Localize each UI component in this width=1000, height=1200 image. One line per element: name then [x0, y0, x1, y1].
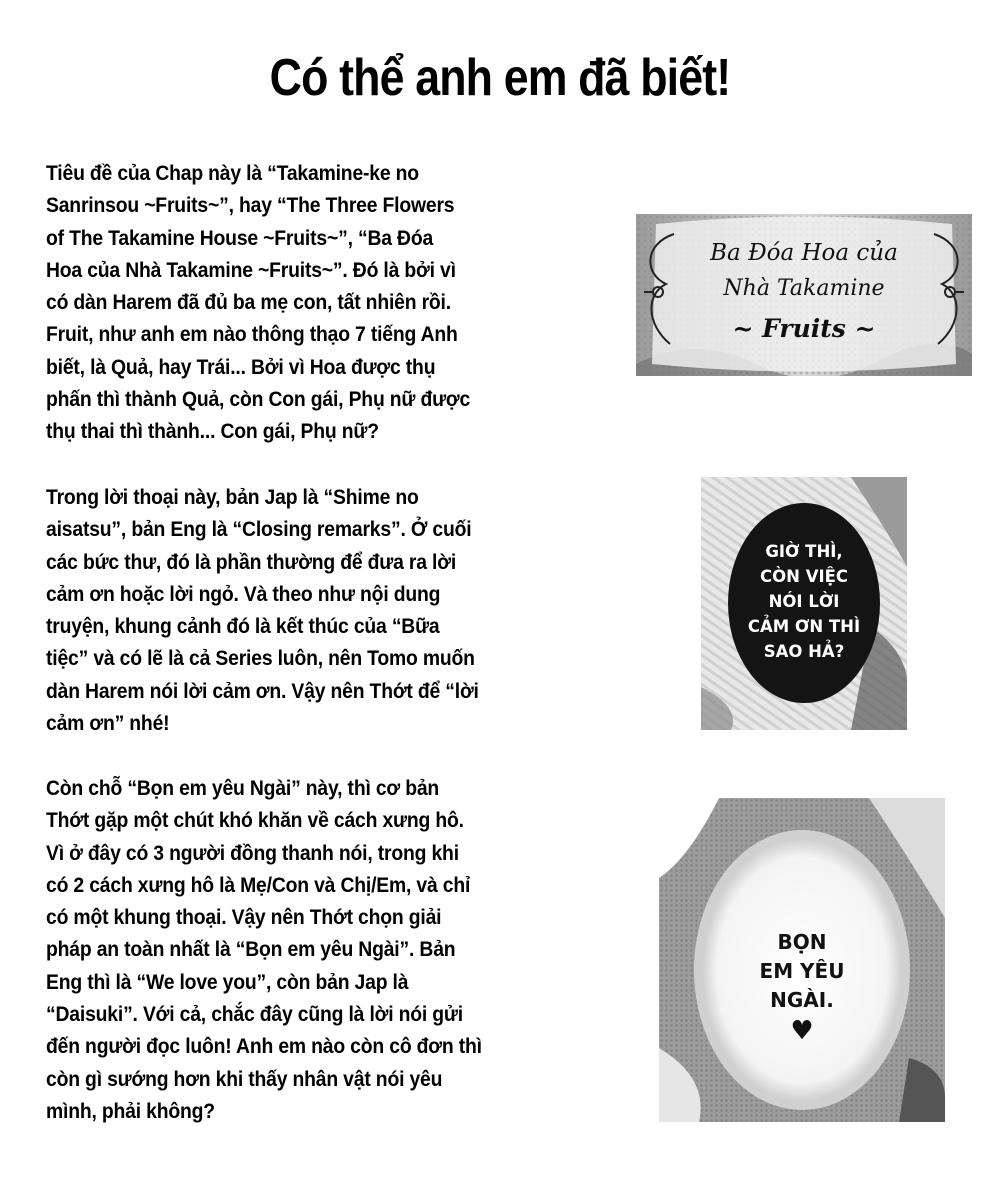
paragraph-line: Hoa của Nhà Takamine ~Fruits~”. Đó là bởi vì	[46, 257, 456, 282]
paragraph-line: “Daisuki”. Với cả, chắc đây cũng là lời nói gửi	[46, 1002, 463, 1027]
paragraph-chapter-title	[46, 157, 577, 448]
heart-icon: ♥	[790, 1016, 814, 1046]
paragraph-line: Thớt gặp một chút khó khăn về cách xưng hô.	[46, 808, 464, 833]
bubble-line: CÒN VIỆC	[760, 567, 848, 586]
bubble-line: GIỜ THÌ,	[765, 542, 843, 561]
paragraph-line: Còn chỗ “Bọn em yêu Ngài” này, thì cơ bản	[46, 776, 440, 800]
manga-panel-title-card	[636, 214, 972, 376]
paragraph-line: mình, phải không?	[46, 1098, 215, 1123]
paragraph-line: thụ thai thì thành... Con gái, Phụ nữ?	[46, 419, 379, 444]
paragraph-line: còn gì sướng hơn khi thấy nhân vật nói yêu	[46, 1066, 443, 1091]
paragraph-line: có dàn Harem đã đủ ba mẹ con, tất nhiên rồi.	[46, 290, 451, 315]
paragraph-closing-remarks	[46, 481, 577, 739]
paragraph-we-love-you	[46, 772, 577, 1127]
paragraph-line: pháp an toàn nhất là “Bọn em yêu Ngài”. Bản	[46, 937, 456, 962]
paragraph-line: các bức thư, đó là phần thường để đưa ra lời	[46, 549, 457, 574]
bubble-line: CẢM ƠN THÌ	[747, 617, 861, 636]
paragraph-line: Eng thì là “We love you”, còn bản Jap là	[46, 969, 409, 994]
paragraph-line: cảm ơn” nhé!	[46, 711, 170, 736]
title-card-line-2: Nhà Takamine	[723, 276, 885, 301]
paragraph-line: truyện, khung cảnh đó là kết thúc của “Bữa	[46, 614, 440, 639]
paragraph-line: Vì ở đây có 3 người đồng thanh nói, trong khi	[46, 840, 459, 865]
bubble-line: NÓI LỜI	[768, 592, 840, 611]
paragraph-line: tiệc” và có lẽ là cả Series luôn, nên Tomo muốn	[46, 646, 475, 671]
title-card-line-3: ~ Fruits ~	[732, 314, 876, 343]
paragraph-line: of The Takamine House ~Fruits~”, “Ba Đóa	[46, 225, 434, 250]
bubble-line: BỌN	[777, 930, 827, 954]
paragraph-line: đến người đọc luôn! Anh em nào còn cô đơn thì	[46, 1034, 482, 1059]
manga-panel-love-bubble	[659, 798, 945, 1122]
bubble-line: NGÀI.	[770, 988, 834, 1012]
paragraph-line: aisatsu”, bản Eng là “Closing remarks”. Ở cuối	[46, 517, 472, 542]
paragraph-line: Tiêu đề của Chap này là “Takamine-ke no	[46, 161, 419, 185]
paragraph-line: Trong lời thoại này, bản Jap là “Shime no	[46, 485, 419, 509]
paragraph-line: biết, là Quả, hay Trái... Bởi vì Hoa được thụ	[46, 354, 436, 379]
page-title: Có thể anh em đã biết!	[269, 49, 731, 107]
paragraph-line: cảm ơn hoặc lời ngỏ. Và theo như nội dung	[46, 581, 441, 606]
bubble-line: EM YÊU	[759, 959, 845, 983]
paragraph-line: dàn Harem nói lời cảm ơn. Vậy nên Thớt để “lời	[46, 678, 479, 703]
title-card-line-1: Ba Đóa Hoa của	[710, 240, 898, 266]
paragraph-line: có một khung thoại. Vậy nên Thớt chọn giải	[46, 905, 442, 930]
paragraph-line: Fruit, như anh em nào thông thạo 7 tiếng Anh	[46, 322, 458, 347]
love-bubble-text	[659, 928, 945, 1015]
bubble-line: SAO HẢ?	[763, 642, 845, 661]
paragraph-line: phấn thì thành Quả, còn Con gái, Phụ nữ được	[46, 387, 471, 412]
speech-bubble-text	[701, 539, 907, 664]
manga-panel-speech-bubble	[701, 477, 907, 730]
paragraph-line: Sanrinsou ~Fruits~”, hay “The Three Flowers	[46, 193, 455, 218]
paragraph-line: có 2 cách xưng hô là Mẹ/Con và Chị/Em, và chỉ	[46, 872, 471, 897]
